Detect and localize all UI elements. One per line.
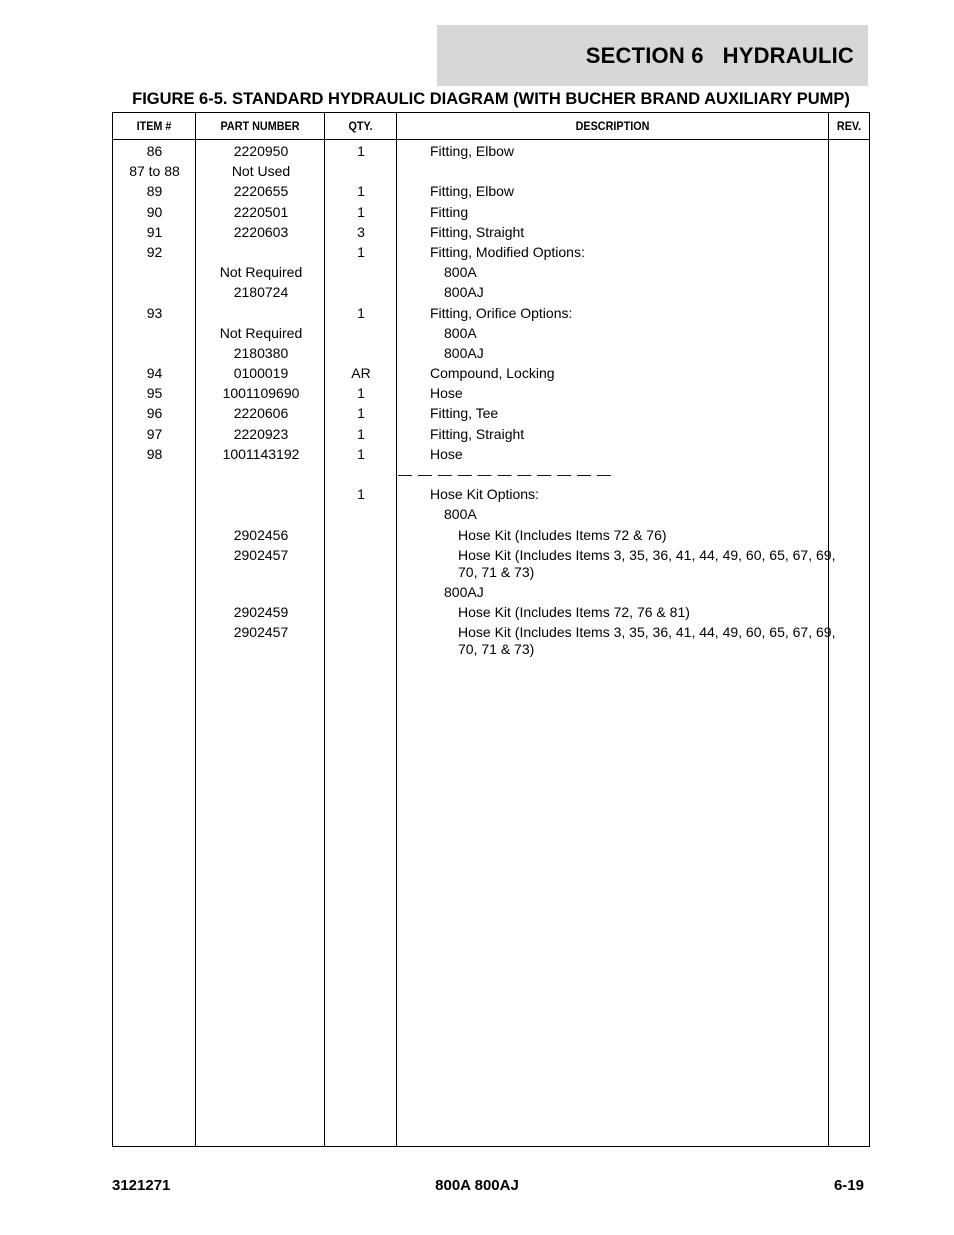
description-cell: 800AJ — [444, 583, 484, 600]
table-row — [113, 385, 869, 402]
part-number-cell: 2902459 — [233, 604, 289, 621]
qty-cell: 1 — [357, 405, 365, 422]
description-cell: Hose — [430, 445, 463, 462]
description-cell: Fitting, Elbow — [430, 183, 515, 200]
description-cell: Hose — [430, 385, 463, 402]
footer-page-number: 6-19 — [833, 1177, 864, 1194]
part-number-cell: 2180380 — [233, 344, 289, 361]
part-number-cell: 2220923 — [233, 425, 289, 442]
qty-cell: 1 — [357, 143, 365, 159]
table-row — [113, 486, 869, 503]
part-number-cell: 2902457 — [233, 546, 289, 563]
item-number-cell: 89 — [146, 183, 163, 200]
item-number-cell: 91 — [146, 223, 163, 240]
description-cell: Compound, Locking — [430, 365, 555, 382]
description-cell: Hose Kit Options: — [430, 486, 539, 503]
part-number-cell: Not Required — [219, 324, 303, 341]
description-cell: 800A — [444, 264, 477, 281]
description-cell: Fitting, Tee — [430, 405, 499, 422]
column-header-part-number: PART NUMBER — [220, 119, 300, 133]
item-number-cell: 98 — [146, 445, 163, 462]
part-number-cell: 2220950 — [233, 143, 289, 159]
column-header-qty: QTY. — [348, 119, 373, 133]
table-row — [113, 365, 869, 382]
item-number-cell: 95 — [146, 385, 163, 402]
description-cell: Fitting, Straight — [430, 223, 525, 240]
qty-cell: AR — [351, 365, 371, 382]
description-cell: Fitting, Straight — [430, 425, 525, 442]
item-number-cell: 90 — [146, 203, 163, 220]
footer-doc-number: 3121271 — [112, 1177, 171, 1194]
qty-cell: 1 — [357, 304, 365, 321]
part-number-cell: 2220501 — [233, 203, 289, 220]
item-number-cell: 87 to 88 — [129, 163, 180, 180]
figure-title: FIGURE 6-5. STANDARD HYDRAULIC DIAGRAM (WITH BUCHER BRAND AUXILIARY PUMP) — [132, 90, 850, 108]
description-cell: 800AJ — [444, 284, 484, 301]
column-header-item: ITEM # — [136, 119, 172, 133]
item-number-cell: 96 — [146, 405, 163, 422]
table-row — [113, 143, 869, 160]
table-row — [113, 405, 869, 422]
item-number-cell: 86 — [146, 143, 163, 159]
part-number-cell: 1001143192 — [222, 445, 300, 462]
table-row — [113, 325, 869, 342]
qty-cell: 1 — [357, 445, 365, 462]
part-number-cell: 0100019 — [233, 365, 289, 382]
table-row — [113, 446, 869, 463]
item-number-cell: 92 — [146, 243, 163, 260]
description-cell: Fitting, Modified Options: — [430, 243, 585, 260]
table-row — [113, 284, 869, 301]
table-body — [113, 143, 869, 662]
table-row — [113, 466, 869, 483]
item-number-cell: 94 — [146, 365, 163, 382]
description-cell: Hose Kit (Includes Items 3, 35, 36, 41, 44, 49, 60, 65, 67, 69, 70, 71 & 73) — [458, 546, 836, 580]
table-row — [113, 584, 869, 601]
qty-cell: 1 — [357, 203, 365, 220]
column-header-description: DESCRIPTION — [575, 119, 650, 133]
description-cell: Hose Kit (Includes Items 3, 35, 36, 41, 44, 49, 60, 65, 67, 69, 70, 71 & 73) — [458, 624, 836, 658]
part-number-cell: 2220606 — [233, 405, 289, 422]
part-number-cell: Not Used — [231, 163, 291, 180]
description-cell: Fitting, Elbow — [430, 143, 515, 159]
qty-cell: 1 — [357, 243, 365, 260]
description-cell: Hose Kit (Includes Items 72 & 76) — [458, 526, 667, 543]
part-number-cell: 2220603 — [233, 223, 289, 240]
qty-cell: 1 — [357, 425, 365, 442]
description-cell: 800AJ — [444, 344, 484, 361]
table-row — [113, 506, 869, 523]
table-row — [113, 264, 869, 281]
description-cell: Fitting — [430, 203, 469, 220]
table-row — [113, 305, 869, 322]
table-row — [113, 345, 869, 362]
part-number-cell: 2220655 — [233, 183, 289, 200]
item-number-cell: 93 — [146, 304, 163, 321]
qty-cell: 1 — [357, 183, 365, 200]
section-title: SECTION 6 HYDRAULIC — [585, 42, 854, 68]
description-cell: Hose Kit (Includes Items 72, 76 & 81) — [458, 604, 690, 621]
table-row — [113, 244, 869, 261]
table-header-row — [113, 113, 869, 140]
part-number-cell: 1001109690 — [222, 385, 300, 402]
description-cell: 800A — [444, 506, 477, 523]
separator-dashes: — — — — — — — — — — — — [398, 466, 612, 482]
table-row — [113, 426, 869, 443]
table-row — [113, 547, 869, 581]
parts-table — [112, 112, 870, 1147]
item-number-cell: 97 — [146, 425, 163, 442]
table-row — [113, 527, 869, 544]
column-header-rev: REV. — [836, 119, 862, 133]
table-row — [113, 624, 869, 658]
description-cell: 800A — [444, 324, 477, 341]
table-row — [113, 204, 869, 221]
table-row — [113, 604, 869, 621]
description-cell: Fitting, Orifice Options: — [430, 304, 573, 321]
section-header — [437, 25, 868, 86]
table-row — [113, 183, 869, 200]
table-row — [113, 224, 869, 241]
qty-cell: 3 — [357, 223, 365, 240]
qty-cell: 1 — [357, 486, 365, 503]
footer-models: 800A 800AJ — [435, 1177, 519, 1194]
part-number-cell: 2902457 — [233, 624, 289, 641]
table-row — [113, 163, 869, 180]
qty-cell: 1 — [357, 385, 365, 402]
part-number-cell: 2180724 — [233, 284, 289, 301]
part-number-cell: 2902456 — [233, 526, 289, 543]
part-number-cell: Not Required — [219, 264, 303, 281]
